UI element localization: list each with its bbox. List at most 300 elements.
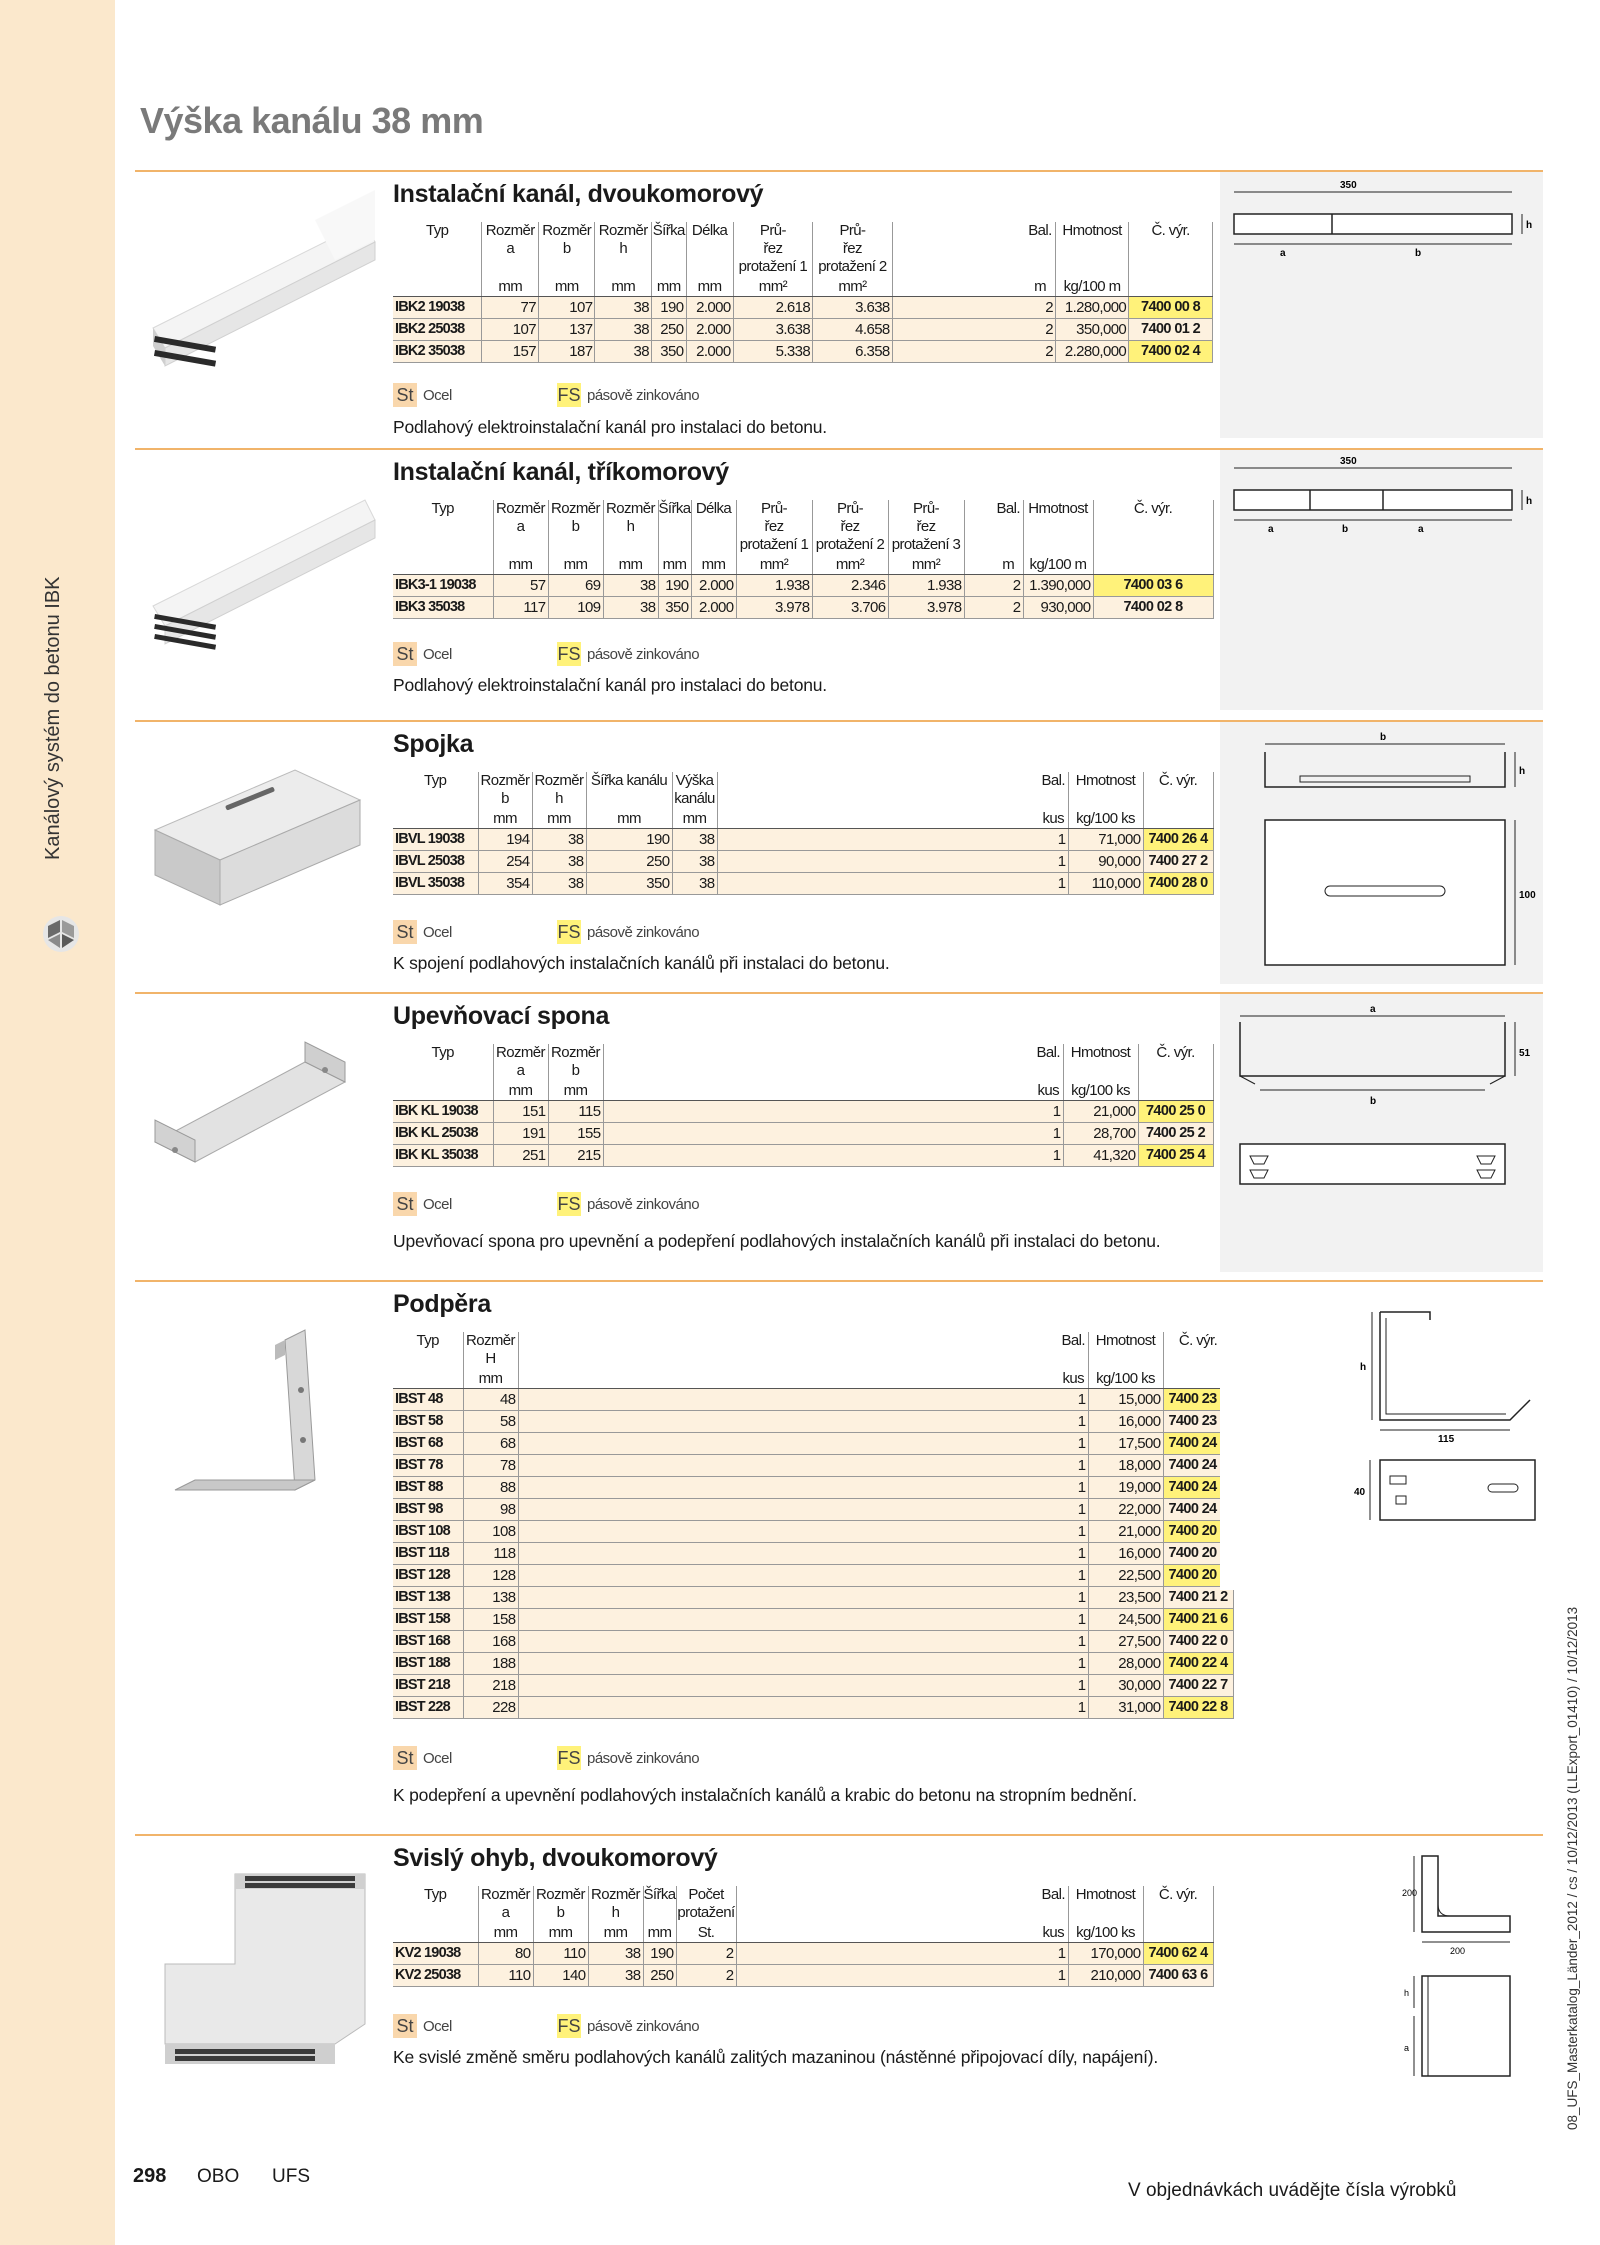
section-ibk3 xyxy=(135,448,1543,718)
value-cell: 38 xyxy=(595,318,652,340)
dim-40-label: 40 xyxy=(1354,1487,1366,1498)
table-row xyxy=(393,1498,1233,1520)
technical-drawing xyxy=(1220,450,1543,710)
left-color-band xyxy=(0,0,115,2245)
header-typ: Typ xyxy=(393,1886,478,1922)
product-type-cell: IBST 168 xyxy=(393,1630,463,1652)
article-number-cell: 7400 28 0 xyxy=(1143,872,1213,894)
value-cell: 250 xyxy=(652,318,687,340)
series-name: UFS xyxy=(272,2166,310,2187)
section-title: Spojka xyxy=(393,730,474,758)
section-rule xyxy=(135,1280,1543,1282)
value-cell: 48 xyxy=(463,1388,518,1410)
header-col: Hmotnost xyxy=(1055,222,1128,276)
spacer-cell xyxy=(518,1542,1059,1564)
header-col: Rozměr h xyxy=(595,222,652,276)
section-spojka xyxy=(135,720,1543,990)
units-row: mm kus kg/100 ks xyxy=(393,1368,1233,1388)
value-cell: 17,500 xyxy=(1088,1432,1163,1454)
value-cell: 2 xyxy=(1025,296,1055,318)
article-number-cell: 7400 03 6 xyxy=(1093,574,1213,596)
value-cell: 16,000 xyxy=(1088,1542,1163,1564)
section-podpera xyxy=(135,1280,1543,1832)
value-cell: 2.618 xyxy=(733,296,813,318)
table-row xyxy=(393,1476,1233,1498)
material-legend xyxy=(393,642,793,666)
value-cell: 1 xyxy=(1059,1674,1088,1696)
material-st-badge: St xyxy=(393,1746,417,1770)
header-row xyxy=(393,1044,1213,1080)
product-type-cell: IBST 158 xyxy=(393,1608,463,1630)
spacer-cell xyxy=(518,1498,1059,1520)
dim-width-label: 350 xyxy=(1340,180,1357,191)
value-cell: 350 xyxy=(586,872,672,894)
value-cell: 2.346 xyxy=(812,574,888,596)
value-cell: 38 xyxy=(603,596,658,618)
value-cell: 254 xyxy=(478,850,532,872)
finish-fs-label: pásově zinkováno xyxy=(587,387,700,404)
units-row: mm mm mm mm mm mm² mm² mm² m kg/100 m xyxy=(393,554,1213,574)
dim-h-label: h xyxy=(1360,1362,1367,1373)
header-col: Délka xyxy=(686,222,733,276)
header-col: Hmotnost xyxy=(1023,500,1093,554)
article-number-cell: 7400 01 2 xyxy=(1129,318,1213,340)
section-description: Upevňovací spona pro upevnění a podepření podlahových instalačních kanálů při instalaci do betonu. xyxy=(393,1231,1161,1251)
product-photo-clip xyxy=(135,1002,380,1262)
value-cell: 140 xyxy=(533,1964,588,1986)
spacer-cell xyxy=(717,850,1039,872)
header-row xyxy=(393,1886,1213,1922)
value-cell: 1 xyxy=(1059,1432,1088,1454)
header-col: Šířka xyxy=(652,222,687,276)
article-number-cell: 7400 24 0 xyxy=(1163,1432,1233,1454)
value-cell: 31,000 xyxy=(1088,1696,1163,1718)
product-type-cell: IBST 78 xyxy=(393,1454,463,1476)
dim-h-label: h xyxy=(1519,766,1526,777)
value-cell: 190 xyxy=(643,1942,676,1964)
spacer-cell xyxy=(892,296,1025,318)
finish-fs-label: pásově zinkováno xyxy=(587,924,700,941)
material-st-badge: St xyxy=(393,920,417,944)
header-col: Rozměr b xyxy=(548,1044,603,1080)
value-cell: 38 xyxy=(588,1964,643,1986)
value-cell: 28,000 xyxy=(1088,1652,1163,1674)
header-col: Bal. xyxy=(1025,222,1055,276)
table-row xyxy=(393,574,1213,596)
value-cell: 78 xyxy=(463,1454,518,1476)
header-col: Prů- řez protažení 1 xyxy=(733,222,813,276)
article-number-cell: 7400 22 7 xyxy=(1163,1674,1233,1696)
value-cell: 80 xyxy=(478,1942,533,1964)
header-typ: Typ xyxy=(393,222,482,276)
value-cell: 38 xyxy=(532,872,586,894)
article-number-cell: 7400 20 8 xyxy=(1163,1564,1233,1586)
table-row xyxy=(393,1564,1233,1586)
spacer-cell xyxy=(518,1520,1059,1542)
spacer-cell xyxy=(518,1410,1059,1432)
finish-fs-label: pásově zinkováno xyxy=(587,1750,700,1767)
material-legend xyxy=(393,1746,793,1770)
value-cell: 22,000 xyxy=(1088,1498,1163,1520)
material-st-label: Ocel xyxy=(423,387,452,404)
product-type-cell: IBST 108 xyxy=(393,1520,463,1542)
value-cell: 1 xyxy=(1059,1454,1088,1476)
article-number-cell: 7400 02 4 xyxy=(1129,340,1213,362)
value-cell: 4.658 xyxy=(813,318,893,340)
dim-b-label: b xyxy=(1370,1096,1377,1107)
finish-fs-label: pásově zinkováno xyxy=(587,2018,700,2035)
section-ibk2 xyxy=(135,170,1543,446)
header-col: Prů- řez protažení 2 xyxy=(812,500,888,554)
material-st-badge: St xyxy=(393,642,417,666)
finish-fs-badge: FS xyxy=(557,1194,581,1214)
header-typ: Typ xyxy=(393,1044,493,1080)
product-type-cell: IBST 58 xyxy=(393,1410,463,1432)
header-col: Rozměr b xyxy=(548,500,603,554)
table-row xyxy=(393,1674,1233,1696)
value-cell: 3.638 xyxy=(813,296,893,318)
product-type-cell: IBK2 25038 xyxy=(393,318,482,340)
value-cell: 194 xyxy=(478,828,532,850)
units-row: mm mm mm mm mm mm² mm² m kg/100 m xyxy=(393,276,1213,296)
header-spacer xyxy=(736,1886,1039,1922)
spacer-cell xyxy=(518,1476,1059,1498)
article-number-cell: 7400 22 4 xyxy=(1163,1652,1233,1674)
value-cell: 1 xyxy=(1039,872,1068,894)
section-spona xyxy=(135,992,1543,1278)
product-table xyxy=(393,1332,1234,1719)
export-stamp: 08_UFS_Masterkatalog_Länder_2012 / cs / 10/12/2013 (LLExport_01410) / 10/12/2013 xyxy=(1565,1606,1580,2130)
value-cell: 155 xyxy=(548,1122,603,1144)
value-cell: 1 xyxy=(1039,1942,1068,1964)
value-cell: 1 xyxy=(1059,1630,1088,1652)
value-cell: 210,000 xyxy=(1068,1964,1143,1986)
header-col: Č. výr. xyxy=(1143,772,1213,808)
product-photo-vertical-bend xyxy=(135,1844,380,2094)
value-cell: 1 xyxy=(1034,1100,1063,1122)
value-cell: 138 xyxy=(463,1586,518,1608)
value-cell: 218 xyxy=(463,1674,518,1696)
value-cell: 137 xyxy=(538,318,595,340)
table-row xyxy=(393,1608,1233,1630)
value-cell: 110 xyxy=(478,1964,533,1986)
finish-fs-badge: FS xyxy=(557,2016,581,2036)
value-cell: 1 xyxy=(1059,1586,1088,1608)
product-type-cell: IBST 138 xyxy=(393,1586,463,1608)
header-typ: Typ xyxy=(393,772,478,808)
value-cell: 27,500 xyxy=(1088,1630,1163,1652)
product-type-cell: IBVL 25038 xyxy=(393,850,478,872)
spacer-cell xyxy=(518,1652,1059,1674)
value-cell: 190 xyxy=(658,574,691,596)
table-row xyxy=(393,1432,1233,1454)
dim-h-label: h xyxy=(1526,496,1533,507)
value-cell: 930,000 xyxy=(1023,596,1093,618)
value-cell: 190 xyxy=(586,828,672,850)
header-spacer xyxy=(717,772,1039,808)
header-row xyxy=(393,1332,1233,1368)
value-cell: 77 xyxy=(482,296,539,318)
spacer-cell xyxy=(518,1454,1059,1476)
dim-b-label: b xyxy=(1415,248,1422,259)
units-row: mm mm mm mm St. kus kg/100 ks xyxy=(393,1922,1213,1942)
section-description: K podepření a upevnění podlahových instalačních kanálů a krabic do betonu na stropním bednění. xyxy=(393,1785,1137,1805)
material-st-label: Ocel xyxy=(423,646,452,663)
header-col: Bal. xyxy=(1034,1044,1063,1080)
article-number-cell: 7400 24 4 xyxy=(1163,1454,1233,1476)
article-number-cell: 7400 25 0 xyxy=(1138,1100,1213,1122)
header-col: Délka xyxy=(691,500,736,554)
spacer-cell xyxy=(518,1586,1059,1608)
article-number-cell: 7400 20 4 xyxy=(1163,1542,1233,1564)
header-col: Č. výr. xyxy=(1093,500,1213,554)
finish-fs-badge: FS xyxy=(557,385,581,405)
value-cell: 350,000 xyxy=(1055,318,1128,340)
value-cell: 2 xyxy=(676,1942,736,1964)
value-cell: 2 xyxy=(676,1964,736,1986)
product-type-cell: IBST 88 xyxy=(393,1476,463,1498)
material-st-badge: St xyxy=(393,1192,417,1216)
article-number-cell: 7400 63 6 xyxy=(1143,1964,1213,1986)
value-cell: 3.706 xyxy=(812,596,888,618)
value-cell: 23,500 xyxy=(1088,1586,1163,1608)
material-legend xyxy=(393,1192,793,1216)
side-chapter-label: Kanálový systém do betonu IBK xyxy=(42,576,64,860)
value-cell: 2 xyxy=(1025,318,1055,340)
header-col: Č. výr. xyxy=(1138,1044,1213,1080)
spacer-cell xyxy=(518,1432,1059,1454)
article-number-cell: 7400 00 8 xyxy=(1129,296,1213,318)
header-col: Šířka kanálu xyxy=(586,772,672,808)
table-row xyxy=(393,296,1213,318)
product-type-cell: IBST 218 xyxy=(393,1674,463,1696)
header-col: Prů- řez protažení 3 xyxy=(888,500,964,554)
value-cell: 1 xyxy=(1059,1476,1088,1498)
product-type-cell: IBST 48 xyxy=(393,1388,463,1410)
value-cell: 1.390,000 xyxy=(1023,574,1093,596)
product-type-cell: IBK3-1 19038 xyxy=(393,574,493,596)
product-type-cell: KV2 19038 xyxy=(393,1942,478,1964)
value-cell: 350 xyxy=(652,340,687,362)
finish-fs-badge: FS xyxy=(557,922,581,942)
product-type-cell: IBST 128 xyxy=(393,1564,463,1586)
header-spacer xyxy=(603,1044,1034,1080)
technical-drawing xyxy=(1220,172,1543,438)
value-cell: 41,320 xyxy=(1063,1144,1138,1166)
table-row xyxy=(393,1542,1233,1564)
value-cell: 190 xyxy=(652,296,687,318)
dim-len-label: 100 xyxy=(1519,890,1536,901)
table-row xyxy=(393,596,1213,618)
header-col: Rozměr b xyxy=(538,222,595,276)
value-cell: 38 xyxy=(595,340,652,362)
value-cell: 1 xyxy=(1039,850,1068,872)
value-cell: 16,000 xyxy=(1088,1410,1163,1432)
value-cell: 2.280,000 xyxy=(1055,340,1128,362)
value-cell: 115 xyxy=(548,1100,603,1122)
value-cell: 38 xyxy=(672,850,717,872)
value-cell: 38 xyxy=(595,296,652,318)
spacer-cell xyxy=(603,1144,1034,1166)
dim-200v-label: 200 xyxy=(1402,1888,1418,1898)
value-cell: 1 xyxy=(1059,1498,1088,1520)
value-cell: 151 xyxy=(493,1100,548,1122)
page-number: 298 xyxy=(133,2165,167,2187)
value-cell: 1.938 xyxy=(888,574,964,596)
header-col: Rozměr h xyxy=(588,1886,643,1922)
value-cell: 98 xyxy=(463,1498,518,1520)
material-legend xyxy=(393,383,793,407)
value-cell: 3.978 xyxy=(888,596,964,618)
dim-width-label: 350 xyxy=(1340,456,1357,467)
table-row xyxy=(393,1942,1213,1964)
table-row xyxy=(393,872,1213,894)
value-cell: 68 xyxy=(463,1432,518,1454)
value-cell: 38 xyxy=(672,872,717,894)
table-row xyxy=(393,850,1213,872)
product-type-cell: IBK2 35038 xyxy=(393,340,482,362)
finish-fs-label: pásově zinkováno xyxy=(587,1196,700,1213)
product-type-cell: IBST 68 xyxy=(393,1432,463,1454)
article-number-cell: 7400 27 2 xyxy=(1143,850,1213,872)
finish-fs-badge: FS xyxy=(557,644,581,664)
value-cell: 1 xyxy=(1059,1608,1088,1630)
article-number-cell: 7400 25 2 xyxy=(1138,1122,1213,1144)
value-cell: 250 xyxy=(586,850,672,872)
dim-a2-label: a xyxy=(1418,524,1424,535)
brand-name: OBO xyxy=(197,2166,240,2187)
spacer-cell xyxy=(518,1608,1059,1630)
value-cell: 1 xyxy=(1059,1542,1088,1564)
value-cell: 1.938 xyxy=(736,574,812,596)
header-col: Hmotnost xyxy=(1063,1044,1138,1080)
table-row xyxy=(393,1964,1213,1986)
value-cell: 1.280,000 xyxy=(1055,296,1128,318)
spacer-cell xyxy=(603,1122,1034,1144)
value-cell: 15,000 xyxy=(1088,1388,1163,1410)
value-cell: 2.000 xyxy=(686,296,733,318)
product-type-cell: IBK KL 19038 xyxy=(393,1100,493,1122)
section-description: Podlahový elektroinstalační kanál pro instalaci do betonu. xyxy=(393,417,827,437)
article-number-cell: 7400 23 6 xyxy=(1163,1410,1233,1432)
value-cell: 251 xyxy=(493,1144,548,1166)
product-type-cell: IBVL 19038 xyxy=(393,828,478,850)
value-cell: 188 xyxy=(463,1652,518,1674)
table-row xyxy=(393,318,1213,340)
value-cell: 157 xyxy=(482,340,539,362)
product-type-cell: IBVL 35038 xyxy=(393,872,478,894)
section-title: Instalační kanál, tříkomorový xyxy=(393,458,729,486)
dim-h-label: h xyxy=(1526,220,1533,231)
value-cell: 30,000 xyxy=(1088,1674,1163,1696)
spacer-cell xyxy=(518,1388,1059,1410)
article-number-cell: 7400 24 8 xyxy=(1163,1476,1233,1498)
value-cell: 2.000 xyxy=(686,340,733,362)
dim-a-label: a xyxy=(1404,2043,1410,2053)
value-cell: 18,000 xyxy=(1088,1454,1163,1476)
value-cell: 5.338 xyxy=(733,340,813,362)
material-st-label: Ocel xyxy=(423,924,452,941)
value-cell: 88 xyxy=(463,1476,518,1498)
material-legend xyxy=(393,2014,793,2038)
value-cell: 191 xyxy=(493,1122,548,1144)
table-row xyxy=(393,1410,1233,1432)
header-col: Rozměr h xyxy=(532,772,586,808)
value-cell: 1 xyxy=(1059,1388,1088,1410)
article-number-cell: 7400 21 6 xyxy=(1163,1608,1233,1630)
order-note: V objednávkách uvádějte čísla výrobků xyxy=(1128,2180,1457,2201)
value-cell: 22,500 xyxy=(1088,1564,1163,1586)
product-type-cell: IBST 228 xyxy=(393,1696,463,1718)
header-col: Šířka xyxy=(658,500,691,554)
product-type-cell: IBST 118 xyxy=(393,1542,463,1564)
value-cell: 350 xyxy=(658,596,691,618)
header-row xyxy=(393,222,1213,276)
product-type-cell: IBST 98 xyxy=(393,1498,463,1520)
value-cell: 28,700 xyxy=(1063,1122,1138,1144)
value-cell: 2 xyxy=(994,574,1023,596)
header-col: Šířka xyxy=(643,1886,676,1922)
product-photo-channel-2 xyxy=(135,180,380,430)
value-cell: 128 xyxy=(463,1564,518,1586)
header-col: Rozměr a xyxy=(478,1886,533,1922)
header-col: Hmotnost xyxy=(1088,1332,1163,1368)
value-cell: 21,000 xyxy=(1088,1520,1163,1542)
spacer-cell xyxy=(964,596,994,618)
table-row xyxy=(393,1100,1213,1122)
value-cell: 58 xyxy=(463,1410,518,1432)
table-row xyxy=(393,1388,1233,1410)
value-cell: 354 xyxy=(478,872,532,894)
header-row xyxy=(393,500,1213,554)
technical-drawing xyxy=(1220,1836,1543,2136)
value-cell: 1 xyxy=(1034,1122,1063,1144)
article-number-cell: 7400 20 0 xyxy=(1163,1520,1233,1542)
article-number-cell: 7400 22 0 xyxy=(1163,1630,1233,1652)
header-col: Rozměr b xyxy=(533,1886,588,1922)
header-row xyxy=(393,772,1213,808)
value-cell: 107 xyxy=(538,296,595,318)
dim-115-label: 115 xyxy=(1438,1434,1455,1445)
value-cell: 107 xyxy=(482,318,539,340)
product-table xyxy=(393,1044,1214,1167)
table-row xyxy=(393,1144,1213,1166)
section-description: K spojení podlahových instalačních kanálů při instalaci do betonu. xyxy=(393,953,890,973)
value-cell: 2.000 xyxy=(686,318,733,340)
material-st-label: Ocel xyxy=(423,2018,452,2035)
product-photo-support xyxy=(135,1290,380,1550)
header-col: Prů- řez protažení 1 xyxy=(736,500,812,554)
material-st-label: Ocel xyxy=(423,1750,452,1767)
value-cell: 1 xyxy=(1059,1564,1088,1586)
material-legend xyxy=(393,920,793,944)
product-type-cell: IBK KL 35038 xyxy=(393,1144,493,1166)
value-cell: 109 xyxy=(548,596,603,618)
value-cell: 170,000 xyxy=(1068,1942,1143,1964)
value-cell: 158 xyxy=(463,1608,518,1630)
product-type-cell: IBK3 35038 xyxy=(393,596,493,618)
value-cell: 1 xyxy=(1039,828,1068,850)
value-cell: 228 xyxy=(463,1696,518,1718)
product-type-cell: IBST 188 xyxy=(393,1652,463,1674)
value-cell: 118 xyxy=(463,1542,518,1564)
table-row xyxy=(393,1630,1233,1652)
value-cell: 38 xyxy=(532,850,586,872)
header-spacer xyxy=(964,500,994,554)
product-type-cell: IBK KL 25038 xyxy=(393,1122,493,1144)
section-title: Svislý ohyb, dvoukomorový xyxy=(393,1844,718,1872)
value-cell: 38 xyxy=(672,828,717,850)
